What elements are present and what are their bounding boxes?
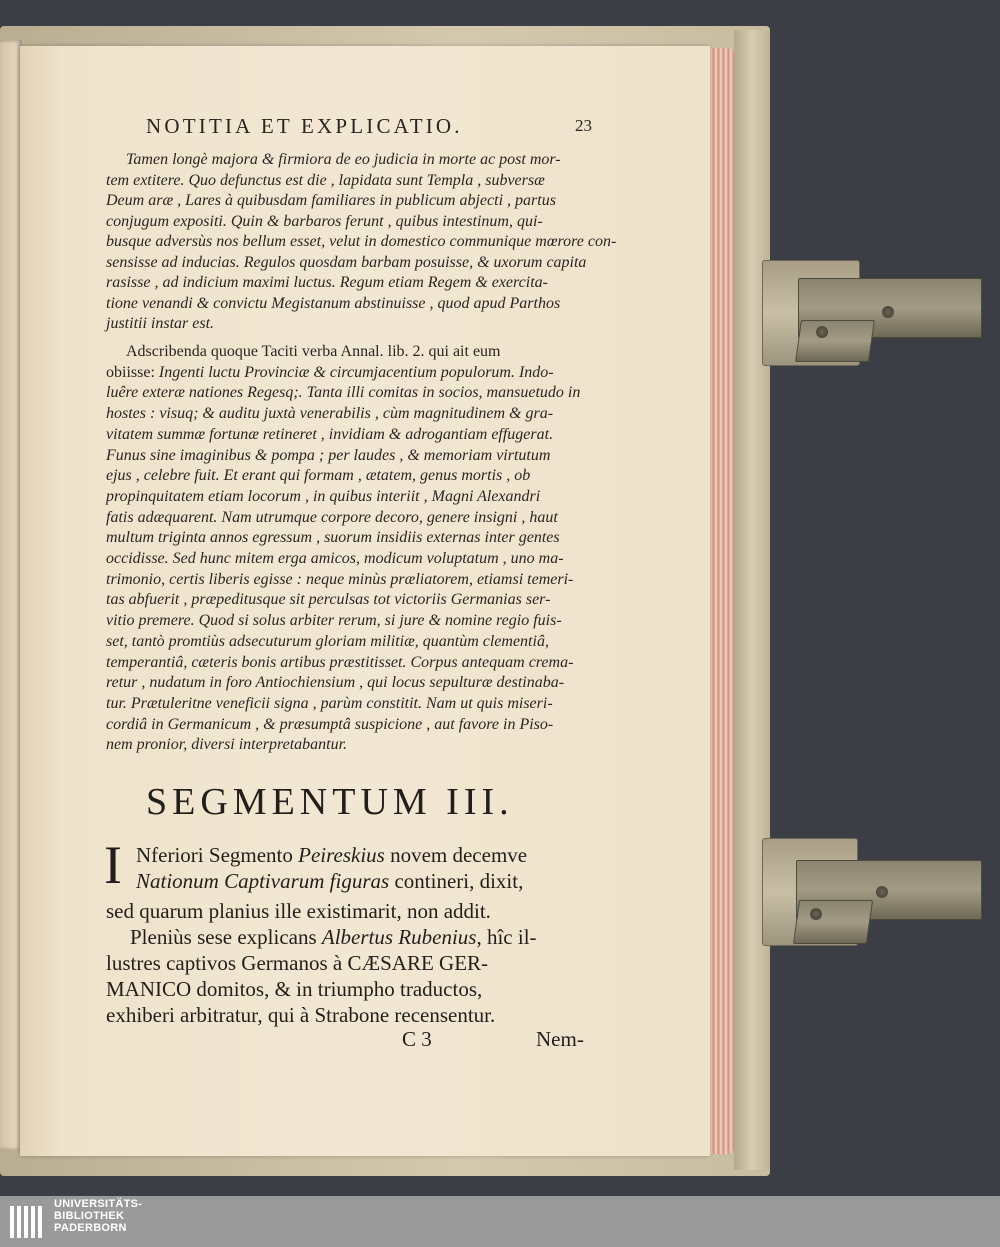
tacitus-line — [106, 383, 594, 403]
drop-cap: I — [104, 835, 122, 895]
segment-line-part: , hîc il- — [476, 925, 537, 949]
segment-line-part: Nferiori Segmento — [136, 843, 299, 867]
tacitus-line — [106, 528, 594, 548]
tacitus-line-italic: fatis adæquarent. Nam utrumque corpore decoro, genere insigni , haut — [106, 508, 558, 526]
quotation-line: justitii instar est. — [106, 315, 215, 332]
tacitus-line — [106, 715, 594, 735]
tacitus-line — [106, 425, 594, 445]
tacitus-line — [106, 570, 594, 590]
tacitus-line-italic: propinquitatem etiam locorum , in quibus interiit , Magni Alexandri — [106, 487, 541, 505]
tacitus-line — [106, 487, 594, 507]
quotation-line: rasisse , ad indicium maximi luctus. Regum etiam Regem & exercita- — [106, 274, 548, 291]
tacitus-line-italic: vitatem summæ fortunæ retineret , invidiam & adrogantiam effugerat. — [106, 425, 554, 443]
segment-line-part: novem decemve — [384, 843, 528, 867]
segment-line — [106, 898, 491, 924]
tacitus-line-italic: hostes : visuq; & auditu juxtà venerabilis , cùm magnitudinem & gra- — [106, 405, 554, 423]
segment-line-part: Albertus Rubenius — [321, 925, 477, 949]
page-edges — [708, 48, 734, 1154]
tacitus-line-roman: obiisse: — [106, 363, 155, 381]
library-footer — [0, 1196, 1000, 1247]
segment-line-part: sed quarum planius ille existimarit, non addit. — [106, 899, 491, 923]
quotation-line: tione venandi & convictu Megistanum abstinuisse , quod apud Parthos — [106, 294, 561, 312]
tacitus-line-italic: vitio premere. Quod si solus arbiter rerum, si jure & nomine regio fuis- — [106, 612, 562, 630]
catchword: Nem- — [536, 1027, 584, 1051]
tacitus-line — [106, 611, 594, 631]
library-logo-icon — [8, 1202, 48, 1242]
tacitus-line — [106, 508, 594, 528]
tacitus-line-italic: Ingenti luctu Provinciæ & circumjacentium populorum. Indo- — [154, 363, 554, 381]
tacitus-line-italic: luêre exteræ nationes Regesq;. Tanta illi comitas in socios, mansuetudo in — [106, 384, 581, 402]
quotation-line: Tamen longè majora & firmiora de eo judicia in morte ac post mor- — [126, 151, 561, 168]
tacitus-line-italic: tas abfuerit , præpeditusque sit perculsas tot victoriis Germanias ser- — [106, 591, 551, 609]
tacitus-line-italic: tur. Prætuleritne veneficii signa , parùm constitit. Nam ut quis miseri- — [106, 694, 553, 712]
tacitus-line — [106, 549, 594, 569]
segment-line-part: lustres captivos Germanos à CÆSARE GER- — [106, 951, 489, 975]
segment-line-part: exhiberi arbitratur, qui à Strabone recensentur. — [106, 1003, 496, 1027]
quotation-line: tem extitere. Quo defunctus est die , lapidata sunt Templa , subversæ — [106, 171, 545, 189]
left-page-edge — [0, 40, 22, 1150]
upper-clasp — [762, 260, 984, 368]
quotation-line: conjugum expositi. Quin & barbaros ferunt , quibus intestinum, qui- — [106, 212, 543, 230]
running-head: NOTITIA ET EXPLICATIO. — [146, 114, 463, 138]
quotation-line: Deum aræ , Lares à quibusdam familiares in publicum abjecti , partus — [106, 192, 556, 209]
segment-heading: SEGMENTUM III. — [146, 781, 514, 823]
segment-line — [136, 842, 527, 868]
signature-mark: C 3 — [402, 1027, 432, 1051]
segment-line — [106, 976, 482, 1002]
tacitus-line-italic: retur , nudatum in foro Antiochiensium , qui locus sepulturæ destinaba- — [106, 674, 565, 692]
tacitus-line — [106, 446, 594, 466]
segment-line-part: Pleniùs sese explicans — [130, 925, 322, 949]
tacitus-line — [126, 342, 614, 362]
segment-line — [106, 950, 488, 976]
library-name-line3: PADERBORN — [54, 1222, 127, 1234]
segment-line — [106, 1002, 495, 1028]
tacitus-line-italic: nem pronior, diversi interpretabantur. — [106, 736, 348, 754]
tacitus-line — [106, 632, 594, 652]
quotation-line: sensisse ad inducias. Regulos quosdam barbam posuisse, & uxorum capita — [106, 253, 587, 271]
quotation-line: busque adversùs nos bellum esset, velut in domestico communique mœrore con- — [106, 233, 617, 250]
tacitus-line — [106, 363, 594, 383]
tacitus-line-italic: ejus , celebre fuit. Et erant qui formam , ætatem, genus mortis , ob — [106, 467, 531, 485]
segment-line-part: Nationum Captivarum figuras — [136, 869, 390, 893]
lower-clasp — [762, 838, 984, 948]
tacitus-line-italic: occidisse. Sed hunc mitem erga amicos, modicum voluptatum , uno ma- — [106, 550, 564, 567]
segment-line-part: MANICO domitos, & in triumpho traductos, — [106, 977, 483, 1001]
tacitus-line — [106, 404, 594, 424]
library-name-line1: UNIVERSITÄTS- — [54, 1198, 143, 1210]
tacitus-line-italic: temperantiâ, cæteris bonis artibus præstitisset. Corpus antequam crema- — [106, 653, 574, 671]
fore-edge-binding — [734, 30, 770, 1170]
page-number: 23 — [575, 116, 592, 135]
segment-line-part: Peireskius — [298, 843, 385, 867]
tacitus-line — [106, 673, 594, 693]
tacitus-line-italic: multum triginta annos egressum , suorum insidiis externas inter gentes — [106, 529, 560, 547]
tacitus-line-italic: cordiâ in Germanicum , & præsumptâ suspicione , aut favore in Piso- — [106, 715, 554, 733]
tacitus-line — [106, 735, 594, 755]
segment-line-part: contineri, dixit, — [389, 869, 524, 893]
tacitus-line — [106, 466, 594, 486]
tacitus-line — [106, 694, 594, 714]
tacitus-line — [106, 590, 594, 610]
tacitus-line — [106, 653, 594, 673]
segment-line — [136, 868, 523, 894]
library-name-line2: BIBLIOTHEK — [54, 1210, 125, 1222]
tacitus-line-roman: Adscribenda quoque Taciti verba Annal. lib. 2. qui ait eum — [126, 343, 501, 360]
segment-line — [130, 924, 537, 950]
tacitus-line-italic: Funus sine imaginibus & pompa ; per laudes , & memoriam virtutum — [106, 446, 551, 464]
tacitus-line-italic: trimonio, certis liberis egisse : neque minùs præliatorem, etiamsi temeri- — [106, 570, 574, 588]
tacitus-line-italic: set, tantò promtiùs adsecuturum gloriam militiæ, quantùm clementiâ, — [106, 632, 549, 650]
